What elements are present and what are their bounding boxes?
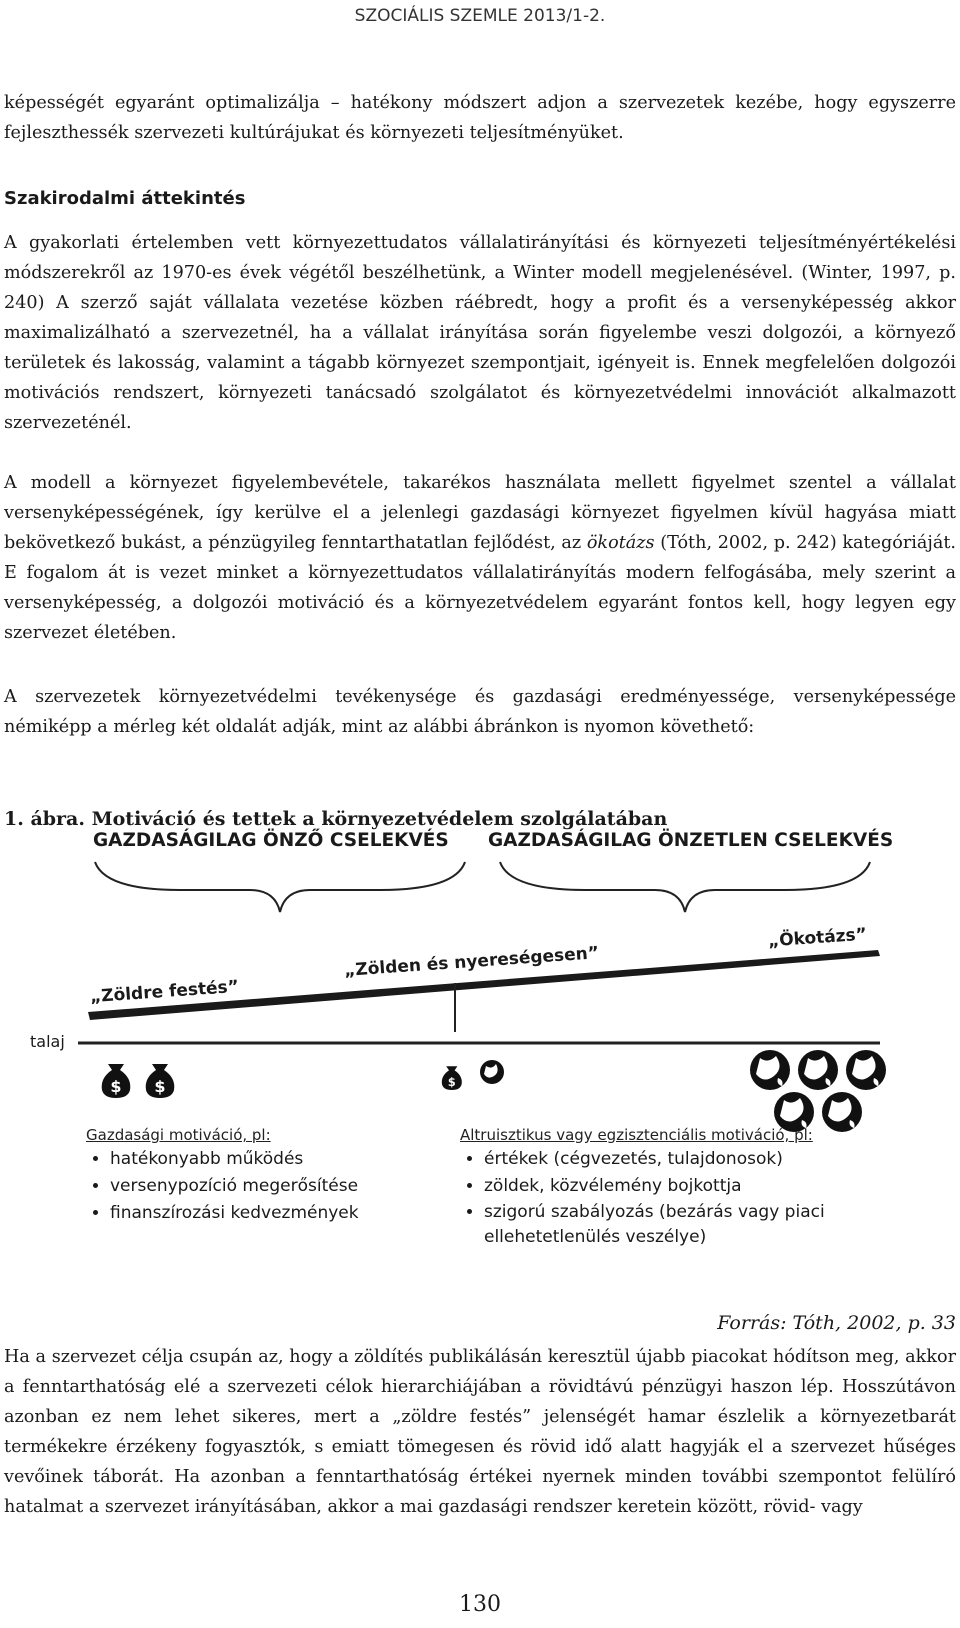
globe-icon <box>480 1060 504 1084</box>
economic-motivation-list <box>86 1146 426 1227</box>
globe-icon <box>750 1050 790 1090</box>
paragraph-1: A gyakorlati értelemben vett környezettudatos vállalatirányítási és környezeti teljesítményértékelési módszerekről az 1970-es évek végétől beszélhetünk, a Winter modell megjelenésével. (Winter, 1997, p. 240) A szerző saját vállalata vezetése közben ráébredt, hogy a profit és a versenyképesség akkor maximalizálható a szervezetnél, ha a vállalat irányítása során figyelembe veszi dolgozói, a környező területek és lakosság, valamint a tágabb környezet szempontjait, igényeit is. Ennek megfelelően dolgozói motivációs rendszert, környezeti tanácsadó szolgálatot és környezetvédelmi innovációt alkalmazott szervezeténél. <box>4 233 956 433</box>
svg-text:$: $ <box>110 1077 122 1096</box>
paragraph-3: A szervezetek környezetvédelmi tevékenysége és gazdasági eredményessége, versenyképessége némiképp a mérleg két oldalát adják, mint az alábbi ábránkon is nyomon követhető: <box>4 687 956 737</box>
economic-motivation-heading: Gazdasági motiváció, pl: <box>86 1126 271 1144</box>
globe-icon <box>798 1050 838 1090</box>
left-brace <box>95 862 465 912</box>
paragraph-2-italic-term: ökotázs <box>586 533 655 553</box>
page-number: 130 <box>459 1592 501 1617</box>
altruistic-motivation-list <box>460 1146 860 1250</box>
label-greenwashing: „Zöldre festés” <box>89 976 240 1008</box>
section-title: Szakirodalmi áttekintés <box>4 188 246 209</box>
globe-icon <box>846 1050 886 1090</box>
list-item: • zöldek, közvélemény bojkottja <box>484 1173 860 1200</box>
right-brace <box>500 862 870 912</box>
money-bag-icon <box>442 1066 462 1090</box>
list-item: • versenypozíció megerősítése <box>110 1173 426 1200</box>
label-ecotage: „Ökotázs” <box>767 924 868 952</box>
ground-label: talaj <box>30 1032 65 1051</box>
label-green-and-profitable: „Zölden és nyereségesen” <box>343 943 600 981</box>
left-heading: GAZDASÁGILAG ÖNZŐ CSELEKVÉS <box>93 830 449 851</box>
right-heading: GAZDASÁGILAG ÖNZETLEN CSELEKVÉS <box>488 830 894 851</box>
list-item: • finanszírozási kedvezmények <box>110 1200 426 1227</box>
list-item: • hatékonyabb működés <box>110 1146 426 1173</box>
figure-caption: 1. ábra. Motiváció és tettek a környezetvédelem szolgálatában <box>4 808 668 830</box>
list-item: • szigorú szabályozás (bezárás vagy piaci ellehetetlenülés veszélye) <box>484 1200 860 1250</box>
intro-paragraph: képességét egyaránt optimalizálja – hatékony módszert adjon a szervezetek kezébe, hogy egyszerre fejleszthessék szervezeti kultúrájukat és környezeti teljesítményüket. <box>4 93 956 143</box>
paragraph-4: Ha a szervezet célja csupán az, hogy a zöldítés publikálásán keresztül újabb piacokat hódítson meg, akkor a fenntarthatóság elé a szervezeti célok hierarchiájában a rövidtávú pénzügyi haszon lép. Hosszútávon azonban ez nem lehet sikeres, mert a „zöldre festés” jelenségét hamar észlelik a környezetbarát termékekre érzékeny fogyasztók, s emiatt tömegesen és rövid idő alatt hagyják el a szervezet hűséges vevőinek táborát. Ha azonban a fenntarthatóság értékei nyernek minden további szempontot felülíró hatalmat a szervezet irányításában, akkor a mai gazdasági rendszer keretein között, rövid- vagy <box>4 1347 956 1517</box>
running-header: SZOCIÁLIS SZEMLE 2013/1-2. <box>354 6 606 26</box>
figure-source: Forrás: Tóth, 2002, p. 33 <box>717 1312 956 1334</box>
money-bag-icon <box>102 1064 131 1098</box>
paragraph-2-part-a: A modell a környezet figyelembevétele, takarékos használata mellett figyelmet szentel a vállalat versenyképességének, így kerülve el a jelenlegi gazdasági környezet figyelmen kívül hagyása miatt bekövetkező bukást, a pénzügyileg fenntarthatatlan fejlődést, az <box>4 473 956 553</box>
altruistic-motivation-heading: Altruisztikus vagy egzisztenciális motiváció, pl: <box>460 1126 813 1144</box>
economic-motivation <box>86 1126 426 1227</box>
svg-text:$: $ <box>447 1075 456 1089</box>
svg-text:$: $ <box>154 1077 166 1096</box>
list-item: • értékek (cégvezetés, tulajdonosok) <box>484 1146 860 1173</box>
paragraph-2 <box>4 468 956 648</box>
altruistic-motivation <box>460 1126 860 1250</box>
money-bag-icon <box>146 1064 175 1098</box>
paragraph-2-part-b: (Tóth, 2002, p. 242) kategóriáját. E fogalom át is vezet minket a környezettudatos vállalatirányítás modern felfogásába, mely szerint a versenyképesség, a dolgozói motiváció és a környezetvédelem egyaránt fontos kell, hogy legyen egy szervezet életében. <box>4 533 956 643</box>
